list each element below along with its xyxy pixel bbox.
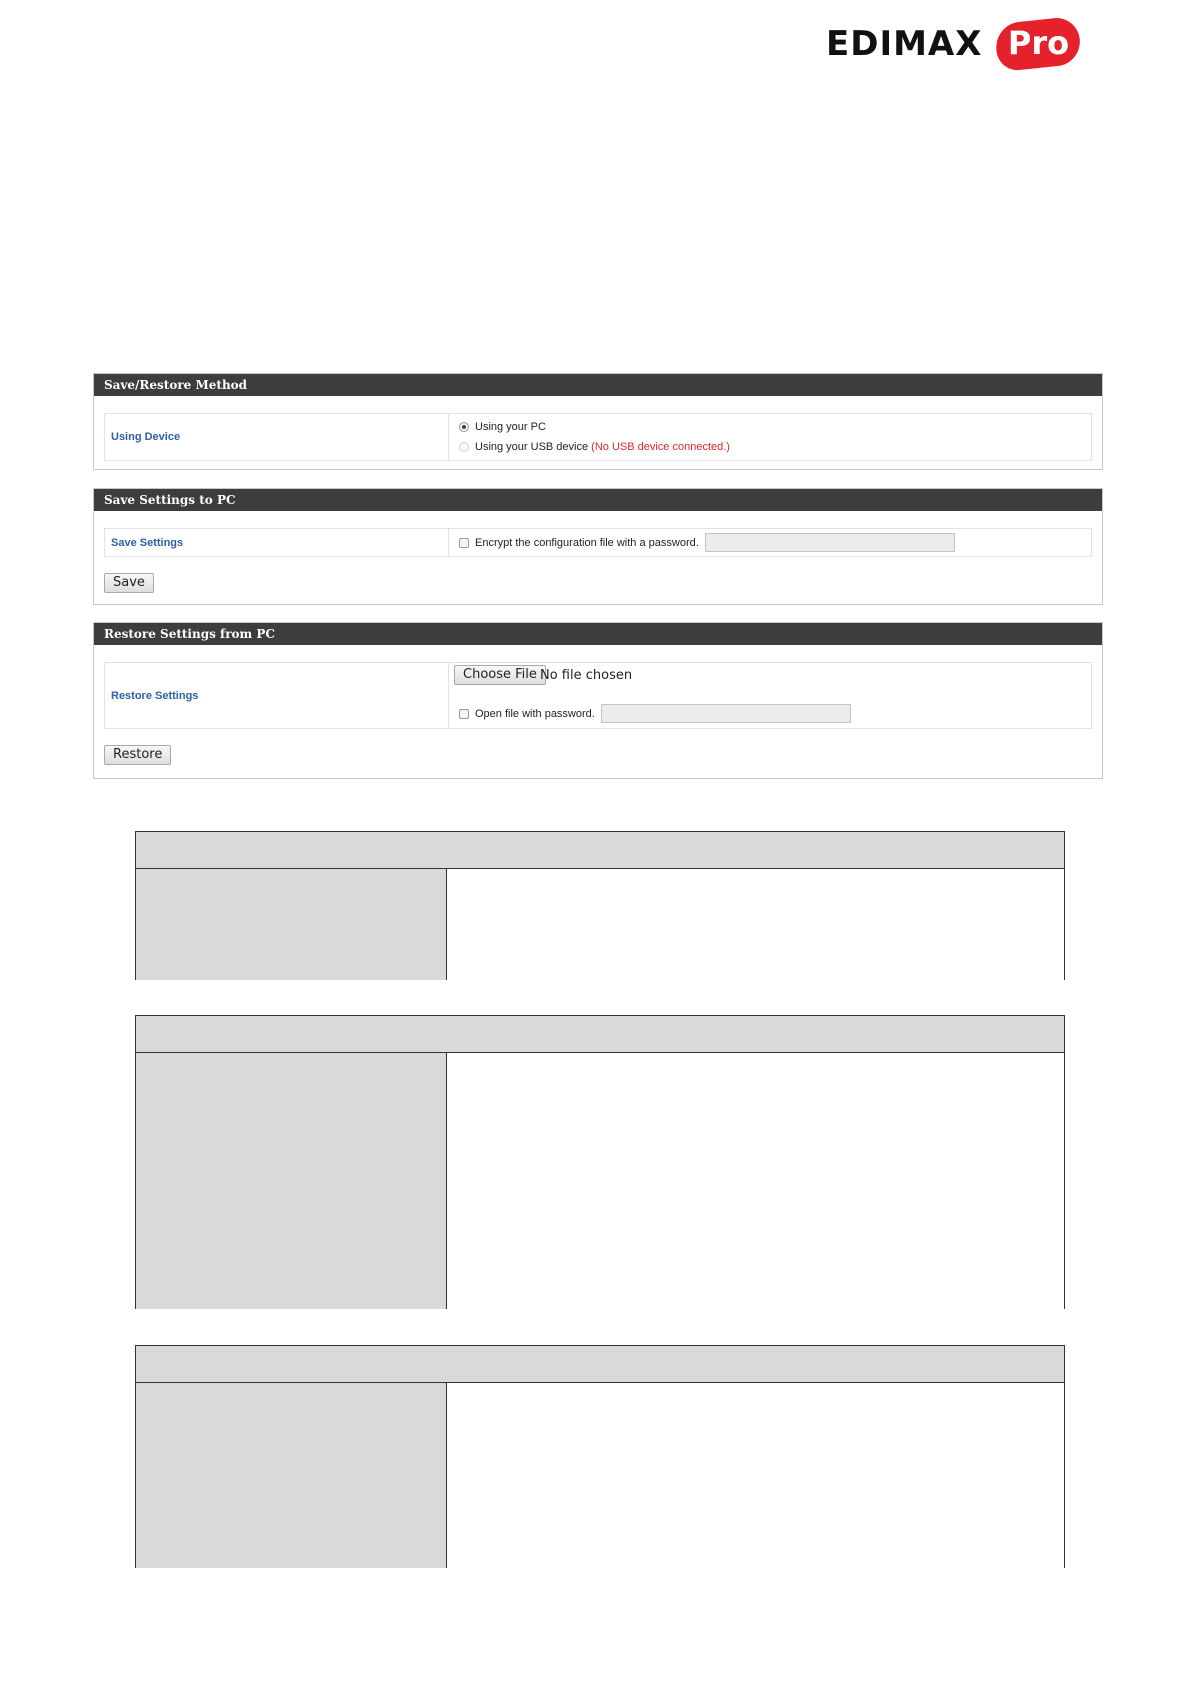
description-table-text-cell <box>447 1383 1064 1568</box>
description-table-header <box>136 1016 1064 1053</box>
panel-title: Save Settings to PC <box>94 489 1102 511</box>
encrypt-password-input[interactable] <box>705 533 955 552</box>
encrypt-option <box>459 533 955 552</box>
choose-file-button[interactable]: Choose File <box>454 665 546 685</box>
description-table-header <box>136 832 1064 869</box>
logo-brand: EDIMAX <box>826 24 983 64</box>
restore-settings-row <box>104 662 1092 729</box>
encrypt-label: Encrypt the configuration file with a password. <box>475 536 699 549</box>
description-table-label-cell <box>136 1053 447 1309</box>
open-password-label: Open file with password. <box>475 707 595 720</box>
using-device-label: Using Device <box>105 414 449 460</box>
restore-settings-panel <box>93 622 1103 779</box>
restore-button[interactable]: Restore <box>104 745 171 765</box>
save-settings-row <box>104 528 1092 557</box>
restore-settings-label: Restore Settings <box>105 663 449 728</box>
logo-pro-text: Pro <box>1007 23 1070 62</box>
open-password-input[interactable] <box>601 704 851 723</box>
option-using-usb-label: Using your USB device <box>475 441 589 454</box>
description-table-text-cell <box>447 1053 1064 1309</box>
panel-title: Restore Settings from PC <box>94 623 1102 645</box>
save-settings-label: Save Settings <box>105 529 449 556</box>
edimax-pro-logo <box>826 18 1086 74</box>
using-device-row <box>104 413 1092 461</box>
description-table-2 <box>135 1015 1065 1309</box>
description-table-label-cell <box>136 869 447 980</box>
description-table-1 <box>135 831 1065 980</box>
logo-pro-badge <box>994 16 1083 73</box>
using-device-options <box>449 414 1091 460</box>
open-password-checkbox[interactable] <box>459 709 469 719</box>
save-settings-options <box>449 529 1091 556</box>
description-table-header <box>136 1346 1064 1383</box>
description-table-text-cell <box>447 869 1064 980</box>
save-button[interactable]: Save <box>104 573 154 593</box>
panel-title: Save/Restore Method <box>94 374 1102 396</box>
restore-settings-options <box>449 663 1091 728</box>
radio-using-pc[interactable] <box>459 422 469 432</box>
option-using-pc-label: Using your PC <box>475 421 546 434</box>
open-password-option <box>459 704 851 723</box>
usb-status-note: (No USB device connected.) <box>591 441 730 453</box>
option-using-pc[interactable] <box>459 421 546 433</box>
save-settings-panel <box>93 488 1103 605</box>
encrypt-checkbox[interactable] <box>459 538 469 548</box>
save-restore-method-panel <box>93 373 1103 470</box>
description-table-3 <box>135 1345 1065 1568</box>
file-status: No file chosen <box>540 668 633 683</box>
description-table-label-cell <box>136 1383 447 1568</box>
option-using-usb[interactable] <box>459 441 730 453</box>
radio-using-usb[interactable] <box>459 442 469 452</box>
